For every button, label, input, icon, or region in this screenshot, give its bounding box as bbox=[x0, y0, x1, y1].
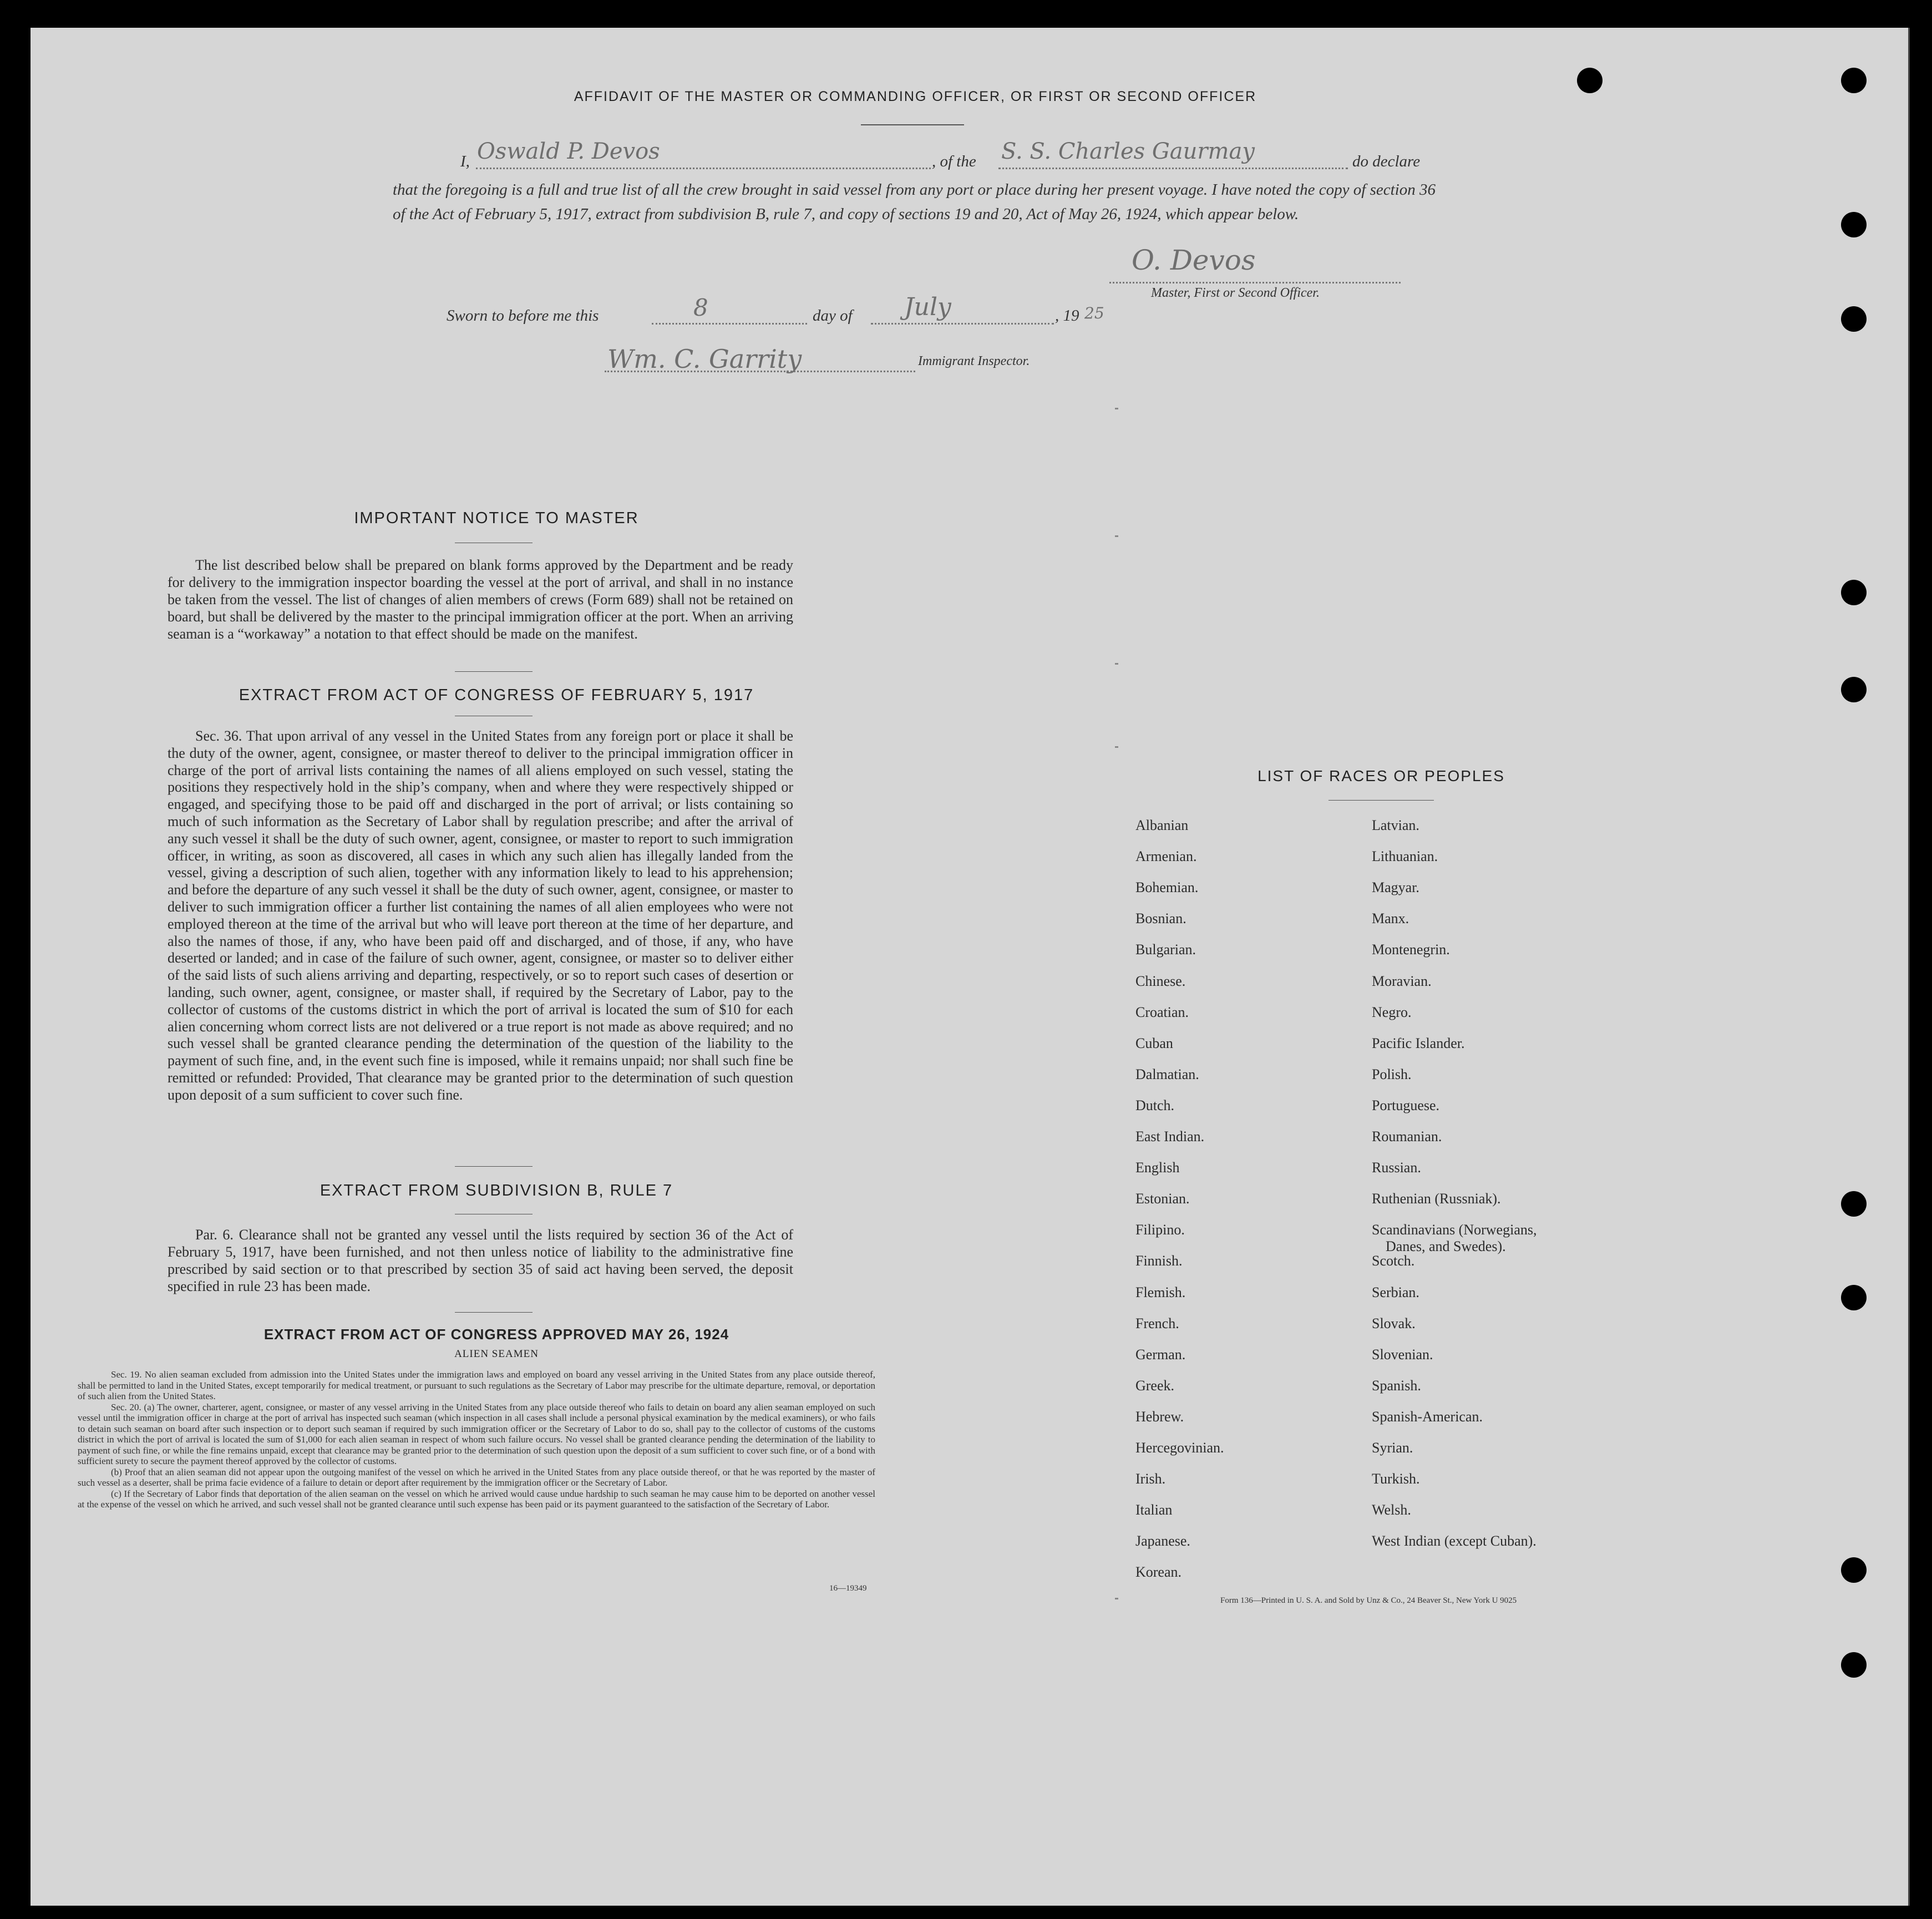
race-item: Portuguese. bbox=[1372, 1097, 1440, 1113]
punch-hole bbox=[1841, 1557, 1867, 1583]
race-item: Korean. bbox=[1135, 1564, 1182, 1581]
race-item: Serbian. bbox=[1372, 1284, 1419, 1300]
signature-caption: Master, First or Second Officer. bbox=[1151, 286, 1320, 300]
punch-hole bbox=[1841, 306, 1867, 332]
race-item: Chinese. bbox=[1135, 973, 1186, 989]
scan-mark bbox=[1115, 663, 1118, 665]
master-name-line bbox=[476, 168, 931, 169]
race-item: Bohemian. bbox=[1135, 879, 1199, 896]
sworn-label: Sworn to before me this bbox=[447, 307, 599, 325]
sworn-month: July bbox=[904, 293, 951, 321]
race-item: Lithuanian. bbox=[1372, 848, 1438, 865]
inspector-line bbox=[605, 371, 915, 372]
affidavit-body: that the foregoing is a full and true list of all the crew brought in said vessel from any port or place during her present voyage. I have noted the copy of section 36 of the Act of February 5, 1917, extract from subdivision B, rule 7, and copy of sections 19 and 20, Act of May 26, 1924, which appear below. bbox=[393, 181, 1436, 223]
race-item: Russian. bbox=[1372, 1159, 1421, 1176]
race-item: Spanish-American. bbox=[1372, 1408, 1483, 1425]
vessel-handwritten: S. S. Charles Gaurmay bbox=[1001, 139, 1255, 164]
race-item: West Indian (except Cuban). bbox=[1372, 1533, 1537, 1550]
race-item: Slovenian. bbox=[1372, 1346, 1433, 1363]
scan-mark bbox=[1115, 1598, 1118, 1599]
punch-hole bbox=[1841, 1652, 1867, 1678]
separator bbox=[455, 1166, 533, 1167]
of-the-label: , of the bbox=[932, 153, 976, 170]
sec-20b: (b) Proof that an alien seaman did not appear upon the outgoing manifest of the vessel on which he arrived in the United States from any place outside thereof, or that he was reported by the master of such vessel as a deserter, shall be prima facie evidence of a failure to detain or deport after requirement by the immigration officer or the Secretary of Labor. bbox=[78, 1466, 875, 1488]
form-number: 16—19349 bbox=[829, 1584, 867, 1593]
scan-mark bbox=[1115, 535, 1118, 537]
extract-1917-title: EXTRACT FROM ACT OF CONGRESS OF FEBRUARY 5, 1917 bbox=[239, 686, 754, 704]
race-item: Roumanian. bbox=[1372, 1128, 1442, 1145]
race-item: Italian bbox=[1135, 1502, 1173, 1518]
race-item: Croatian. bbox=[1135, 1004, 1189, 1020]
race-item: Spanish. bbox=[1372, 1377, 1421, 1394]
notice-text: The list described below shall be prepared on blank forms approved by the Department and be ready for delivery to the immigration inspector boarding the vessel at the port of arrival, and shall in no instance be taken from the vessel. The list of changes of alien members of crews (Form 689) shall not be retained on board, but shall be delivered by the master to the principal immigration officer at the port. When an arriving seaman is a “workaway” a notation to that effect should be made on the manifest. bbox=[168, 557, 793, 642]
race-item: Hercegovinian. bbox=[1135, 1440, 1224, 1456]
year-handwritten: 25 bbox=[1084, 304, 1104, 322]
punch-hole bbox=[1841, 1191, 1867, 1217]
race-item: Bosnian. bbox=[1135, 910, 1186, 927]
race-item: Irish. bbox=[1135, 1471, 1166, 1487]
day-line bbox=[652, 323, 807, 325]
race-item: Scotch. bbox=[1372, 1253, 1415, 1269]
punch-hole bbox=[1841, 677, 1867, 702]
race-item: Albanian bbox=[1135, 817, 1189, 833]
printer-footer: Form 136—Printed in U. S. A. and Sold by Unz & Co., 24 Beaver St., New York U 9025 bbox=[1220, 1596, 1517, 1605]
declare-label: do declare bbox=[1352, 153, 1421, 170]
race-item: Hebrew. bbox=[1135, 1408, 1184, 1425]
races-rule bbox=[1328, 800, 1434, 801]
sec-20c: (c) If the Secretary of Labor finds that deportation of the alien seaman on the vessel on which he arrived would cause undue hardship to such seaman he may cause him to be deported on another vessel at the expense of the vessel on which he arrived, and such vessel shall not be granted clearance until such expense has been paid or its payment guaranteed to the satisfaction of the Secretary of Labor. bbox=[78, 1488, 875, 1510]
race-item: Dutch. bbox=[1135, 1097, 1175, 1113]
year-prefix: , 19 bbox=[1055, 307, 1079, 325]
race-item: Montenegrin. bbox=[1372, 941, 1450, 958]
race-item: Manx. bbox=[1372, 910, 1409, 927]
extract-rule7-text: Par. 6. Clearance shall not be granted any vessel until the lists required by section 36 of the Act of February 5, 1917, have been furnished, and not then unless notice of liability to the administrative fine prescribed by said section or to that prescribed by section 35 of said act having been served, the deposit specified in rule 23 has been made. bbox=[168, 1227, 793, 1294]
race-item: Japanese. bbox=[1135, 1533, 1190, 1550]
race-item: Negro. bbox=[1372, 1004, 1412, 1020]
races-title: LIST OF RACES OR PEOPLES bbox=[1257, 767, 1505, 784]
race-item: Syrian. bbox=[1372, 1440, 1413, 1456]
extract-1917-text: Sec. 36. That upon arrival of any vessel in the United States from any foreign port or place it shall be the duty of the owner, agent, consignee, or master thereof to deliver to the principal immigration officer in charge of the port of arrival lists containing the names of all aliens employed on such vessel, stating the positions they respectively hold in the ship’s company, when and where they were respectively shipped or engaged, and specifying those to be paid off and discharged in the port of arrival; or lists containing so much of such information as the Secretary of Labor shall by regulation prescribe; and after the arrival of any such vessel it shall be the duty of such owner, agent, consignee, or master to report to such immigration officer, in writing, as soon as discovered, all cases in which any such alien has illegally landed from the vessel, giving a description of such alien, together with any information likely to lead to his apprehension; and before the departure of any such vessel it shall be the duty of such owner, agent, consignee, or master to deliver to such immigration officer a further list containing the names of all alien employees who were not employed thereon at the time of the arrival but who will leave port thereon at the time of her departure, and also the names of those, if any, who have been paid off and discharged, and of those, if any, who have deserted or landed; and in case of the failure of such owner, agent, consignee, or master so to deliver either of the said lists of such aliens arriving and departing, respectively, or so to report such cases of desertion or landing, such owner, agent, consignee, or master shall, if required by the Secretary of Labor, pay to the collector of customs of the customs district in which the port of arrival is located the sum of $10 for each alien concerning whom correct lists are not delivered or a true report is not made as above required; and no such vessel shall be granted clearance pending the determination of the question of the liability to the payment of such fine, and, in the event such fine is imposed, while it remains unpaid; nor shall such fine be remitted or refunded: Provided, That clearance may be granted prior to the determination of such question upon deposit of a sum sufficient to cover such fine. bbox=[168, 728, 793, 1103]
race-item: Scandinavians (Norwegians, bbox=[1372, 1222, 1537, 1238]
separator bbox=[455, 1312, 533, 1313]
race-item: Moravian. bbox=[1372, 973, 1432, 989]
race-item: East Indian. bbox=[1135, 1128, 1205, 1145]
race-item: Ruthenian (Russniak). bbox=[1372, 1191, 1501, 1207]
vessel-line bbox=[998, 168, 1348, 169]
race-item: Cuban bbox=[1135, 1035, 1173, 1051]
i-label: I, bbox=[460, 153, 470, 170]
sec-20a: Sec. 20. (a) The owner, charterer, agent, consignee, or master of any vessel arriving in the United States from any place outside thereof who fails to detain on board any alien seaman employed on such vessel until the immigration officer in charge at the port of arrival has inspected such seaman (which inspection in all cases shall include a personal physical examination by the medical examiners), or who fails to detain such seaman on board after such inspection or to deport such seaman if required by such immigration officer or the Secretary of Labor to do so, shall pay to the collector of customs of the customs district in which the port of arrival is located the sum of $1,000 for each alien seaman in respect of whom such failure occurs. No vessel shall be granted clearance pending the determination of the liability to payment of such fine, or while the fine remains unpaid, except that clearance may be granted prior to the determination of such question upon the deposit of a sum sufficient to cover such fine, or of a bond with sufficient surety to secure the payment thereof approved by the collector of customs. bbox=[78, 1401, 875, 1466]
punch-hole bbox=[1841, 580, 1867, 605]
extract-1924-subtitle: ALIEN SEAMEN bbox=[454, 1348, 539, 1360]
scan-mark bbox=[1115, 746, 1118, 748]
signature-line bbox=[1109, 282, 1401, 283]
race-item: Dalmatian. bbox=[1135, 1066, 1199, 1082]
race-item: Filipino. bbox=[1135, 1222, 1185, 1238]
race-item: Bulgarian. bbox=[1135, 941, 1196, 958]
race-item: Armenian. bbox=[1135, 848, 1197, 865]
race-item: Latvian. bbox=[1372, 817, 1419, 833]
inspector-caption: Immigrant Inspector. bbox=[918, 354, 1030, 368]
master-name-handwritten: Oswald P. Devos bbox=[477, 139, 660, 164]
race-item: Estonian. bbox=[1135, 1191, 1190, 1207]
race-item: French. bbox=[1135, 1315, 1179, 1331]
race-item: Greek. bbox=[1135, 1377, 1175, 1394]
race-item: Turkish. bbox=[1372, 1471, 1420, 1487]
affidavit-title: AFFIDAVIT OF THE MASTER OR COMMANDING OFFICER, OR FIRST OR SECOND OFFICER bbox=[574, 89, 1257, 104]
extract-1924-text bbox=[78, 1369, 875, 1510]
race-item: German. bbox=[1135, 1346, 1186, 1363]
race-item: English bbox=[1135, 1159, 1180, 1176]
race-item: Danes, and Swedes). bbox=[1386, 1238, 1506, 1255]
title-rule bbox=[861, 124, 964, 125]
punch-hole bbox=[1577, 68, 1603, 93]
race-item: Flemish. bbox=[1135, 1284, 1186, 1300]
punch-hole bbox=[1841, 68, 1867, 93]
race-item: Pacific Islander. bbox=[1372, 1035, 1465, 1051]
separator bbox=[455, 671, 533, 672]
extract-1924-title: EXTRACT FROM ACT OF CONGRESS APPROVED MAY 26, 1924 bbox=[263, 1326, 729, 1343]
race-item: Magyar. bbox=[1372, 879, 1419, 896]
inspector-signature: Wm. C. Garrity bbox=[607, 344, 802, 374]
master-signature: O. Devos bbox=[1132, 244, 1256, 276]
scan-mark bbox=[1115, 408, 1118, 409]
sworn-day: 8 bbox=[693, 294, 708, 321]
sec-19: Sec. 19. No alien seaman excluded from admission into the United States under the immigration laws and employed on board any vessel arriving in the United States from any place outside thereof, shall be permitted to land in the United States, except temporarily for medical treatment, or pursuant to such regulations as the Secretary of Labor may prescribe for the ultimate departure, removal, or deportation of such alien from the United States. bbox=[78, 1369, 875, 1401]
punch-hole bbox=[1841, 1285, 1867, 1310]
extract-rule7-title: EXTRACT FROM SUBDIVISION B, RULE 7 bbox=[320, 1182, 673, 1199]
notice-title: IMPORTANT NOTICE TO MASTER bbox=[354, 509, 639, 527]
race-item: Slovak. bbox=[1372, 1315, 1416, 1331]
month-line bbox=[871, 323, 1054, 325]
race-item: Polish. bbox=[1372, 1066, 1412, 1082]
race-item: Finnish. bbox=[1135, 1253, 1183, 1269]
day-of-label: day of bbox=[813, 307, 853, 325]
race-item: Welsh. bbox=[1372, 1502, 1411, 1518]
punch-hole bbox=[1841, 212, 1867, 237]
